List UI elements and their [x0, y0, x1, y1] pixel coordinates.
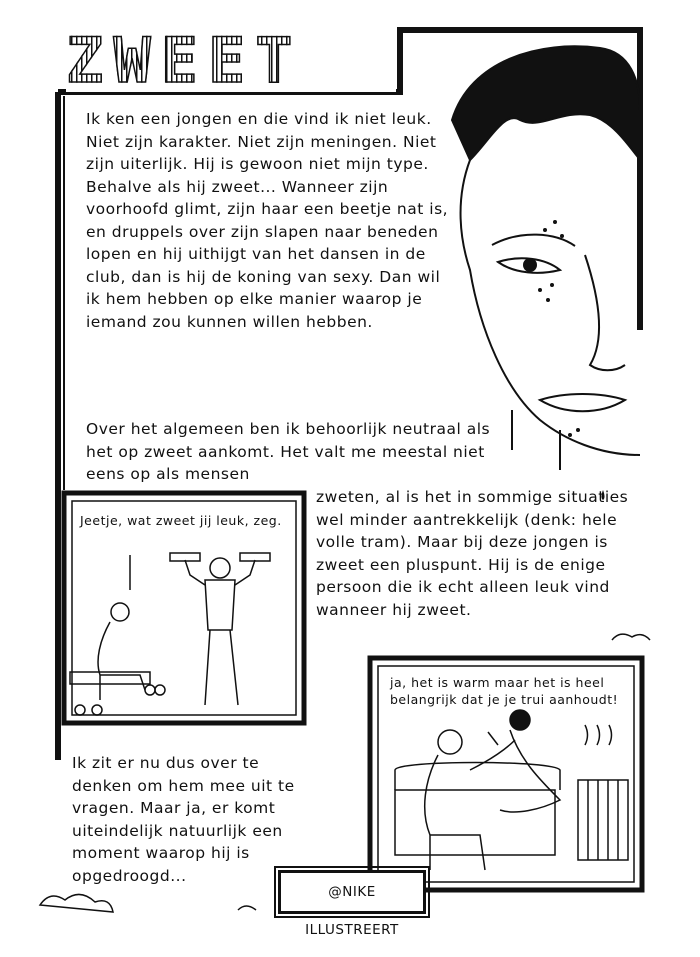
story-text-2: Over het algemeen ben ik behoorlijk neutraal als het op zweet aankomt. Het valt me meestal niet eens op als mensen [86, 420, 491, 483]
story-paragraph-3 [72, 752, 312, 887]
story-text-1: Ik ken een jongen en die vind ik niet leuk. Niet zijn karakter. Niet zijn meningen. Niet zijn uiterlijk. Hij is gewoon niet mijn type. Behalve als hij zweet... Wanneer zijn voorhoofd glimt, zijn haar een beetje nat is, en druppels over zijn slapen naar beneden lopen en hij uithijgt van het dansen in de club, dan is hij de koning van sexy. Dan wil ik hem hebben op elke manier waarop je iemand zou kunnen willen hebben. [86, 110, 449, 331]
story-paragraph-2-continued [316, 486, 656, 621]
couch-speech-bubble: ja, het is warm maar het is heel belangrijk dat je je trui aanhoudt! [390, 675, 619, 707]
gym-speech-bubble: Jeetje, wat zweet jij leuk, zeg. [80, 513, 282, 528]
story-text-3: Ik zit er nu dus over te denken om hem mee uit te vragen. Maar ja, er komt uiteindelijk natuurlijk een moment waarop hij is opgedroogd... [72, 754, 295, 885]
artist-credit: @NIKE ILLUSTREERT [278, 870, 426, 914]
story-paragraph-2 [86, 418, 516, 486]
page-title-text: ZWEET [66, 30, 396, 92]
page-title [66, 24, 396, 97]
story-text-2-continued: zweten, al is het in sommige situaties wel minder aantrekkelijk (denk: hele volle tram). Maar bij deze jongen is zweet een pluspunt. Hij is de enige persoon die ik echt alleen leuk vind wanneer hij zweet. [316, 488, 629, 619]
man-face-illustration [452, 46, 640, 470]
story-paragraph-1 [86, 108, 456, 333]
